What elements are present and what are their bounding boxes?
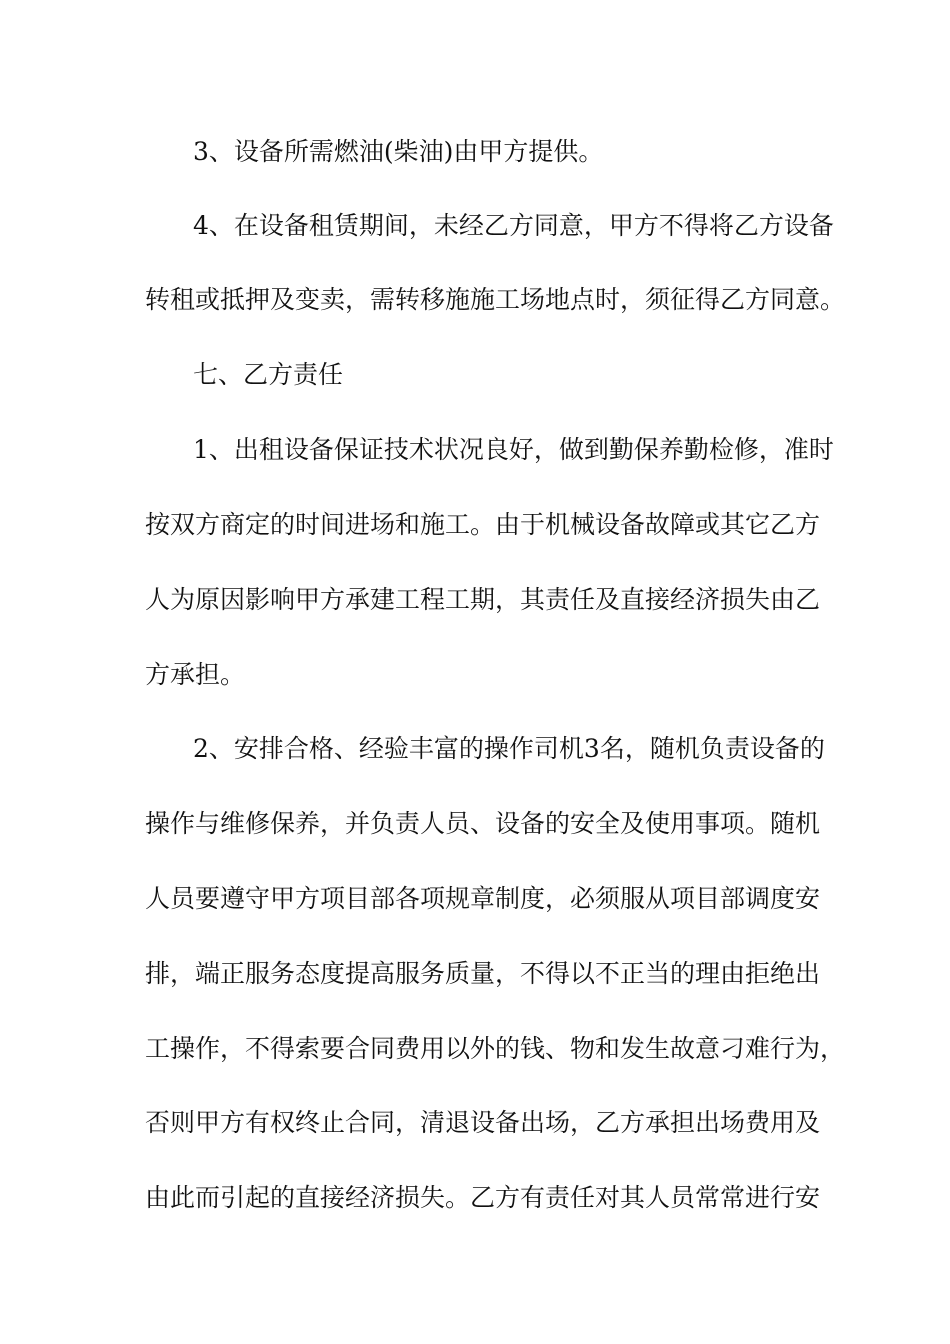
paragraph-line-text: 2、安排合格、经验丰富的操作司机3名，随机负责设备的 bbox=[193, 734, 825, 763]
paragraph-line-text: 否则甲方有权终止合同，清退设备出场，乙方承担出场费用及 bbox=[145, 1108, 821, 1137]
paragraph-line-text: 工操作，不得索要合同费用以外的钱、物和发生故意刁难行为， bbox=[145, 1034, 846, 1063]
paragraph-line-text: 4、在设备租赁期间，未经乙方同意，甲方不得将乙方设备 bbox=[193, 211, 834, 240]
paragraph-line-text: 排，端正服务态度提高服务质量，不得以不正当的理由拒绝出 bbox=[145, 959, 821, 988]
paragraph-line bbox=[0, 1103, 950, 1143]
paragraph-line-text: 方承担。 bbox=[145, 660, 246, 689]
paragraph-line bbox=[0, 132, 950, 172]
paragraph-line bbox=[0, 954, 950, 994]
paragraph-line-text: 人员要遵守甲方项目部各项规章制度，必须服从项目部调度安 bbox=[145, 884, 821, 913]
paragraph-line-text: 操作与维修保养，并负责人员、设备的安全及使用事项。随机 bbox=[145, 809, 821, 838]
section-heading-text: 七、乙方责任 bbox=[193, 360, 344, 389]
paragraph-line bbox=[0, 1178, 950, 1218]
paragraph-line-text: 3、设备所需燃油(柴油)由甲方提供。 bbox=[193, 137, 604, 166]
paragraph-line bbox=[0, 430, 950, 470]
paragraph-line bbox=[0, 655, 950, 695]
section-heading bbox=[0, 355, 950, 395]
paragraph-line-text: 转租或抵押及变卖，需转移施施工场地点时，须征得乙方同意。 bbox=[145, 285, 846, 314]
paragraph-line-text: 1、出租设备保证技术状况良好，做到勤保养勤检修，准时 bbox=[193, 435, 834, 464]
paragraph-line-text: 由此而引起的直接经济损失。乙方有责任对其人员常常进行安 bbox=[145, 1183, 821, 1212]
paragraph-line bbox=[0, 580, 950, 620]
paragraph-line bbox=[0, 1029, 950, 1069]
paragraph-line-text: 人为原因影响甲方承建工程工期，其责任及直接经济损失由乙 bbox=[145, 585, 821, 614]
paragraph-line-text: 按双方商定的时间进场和施工。由于机械设备故障或其它乙方 bbox=[145, 510, 821, 539]
paragraph-line bbox=[0, 729, 950, 769]
paragraph-line bbox=[0, 280, 950, 320]
paragraph-line bbox=[0, 879, 950, 919]
paragraph-line bbox=[0, 206, 950, 246]
paragraph-line bbox=[0, 804, 950, 844]
paragraph-line bbox=[0, 505, 950, 545]
